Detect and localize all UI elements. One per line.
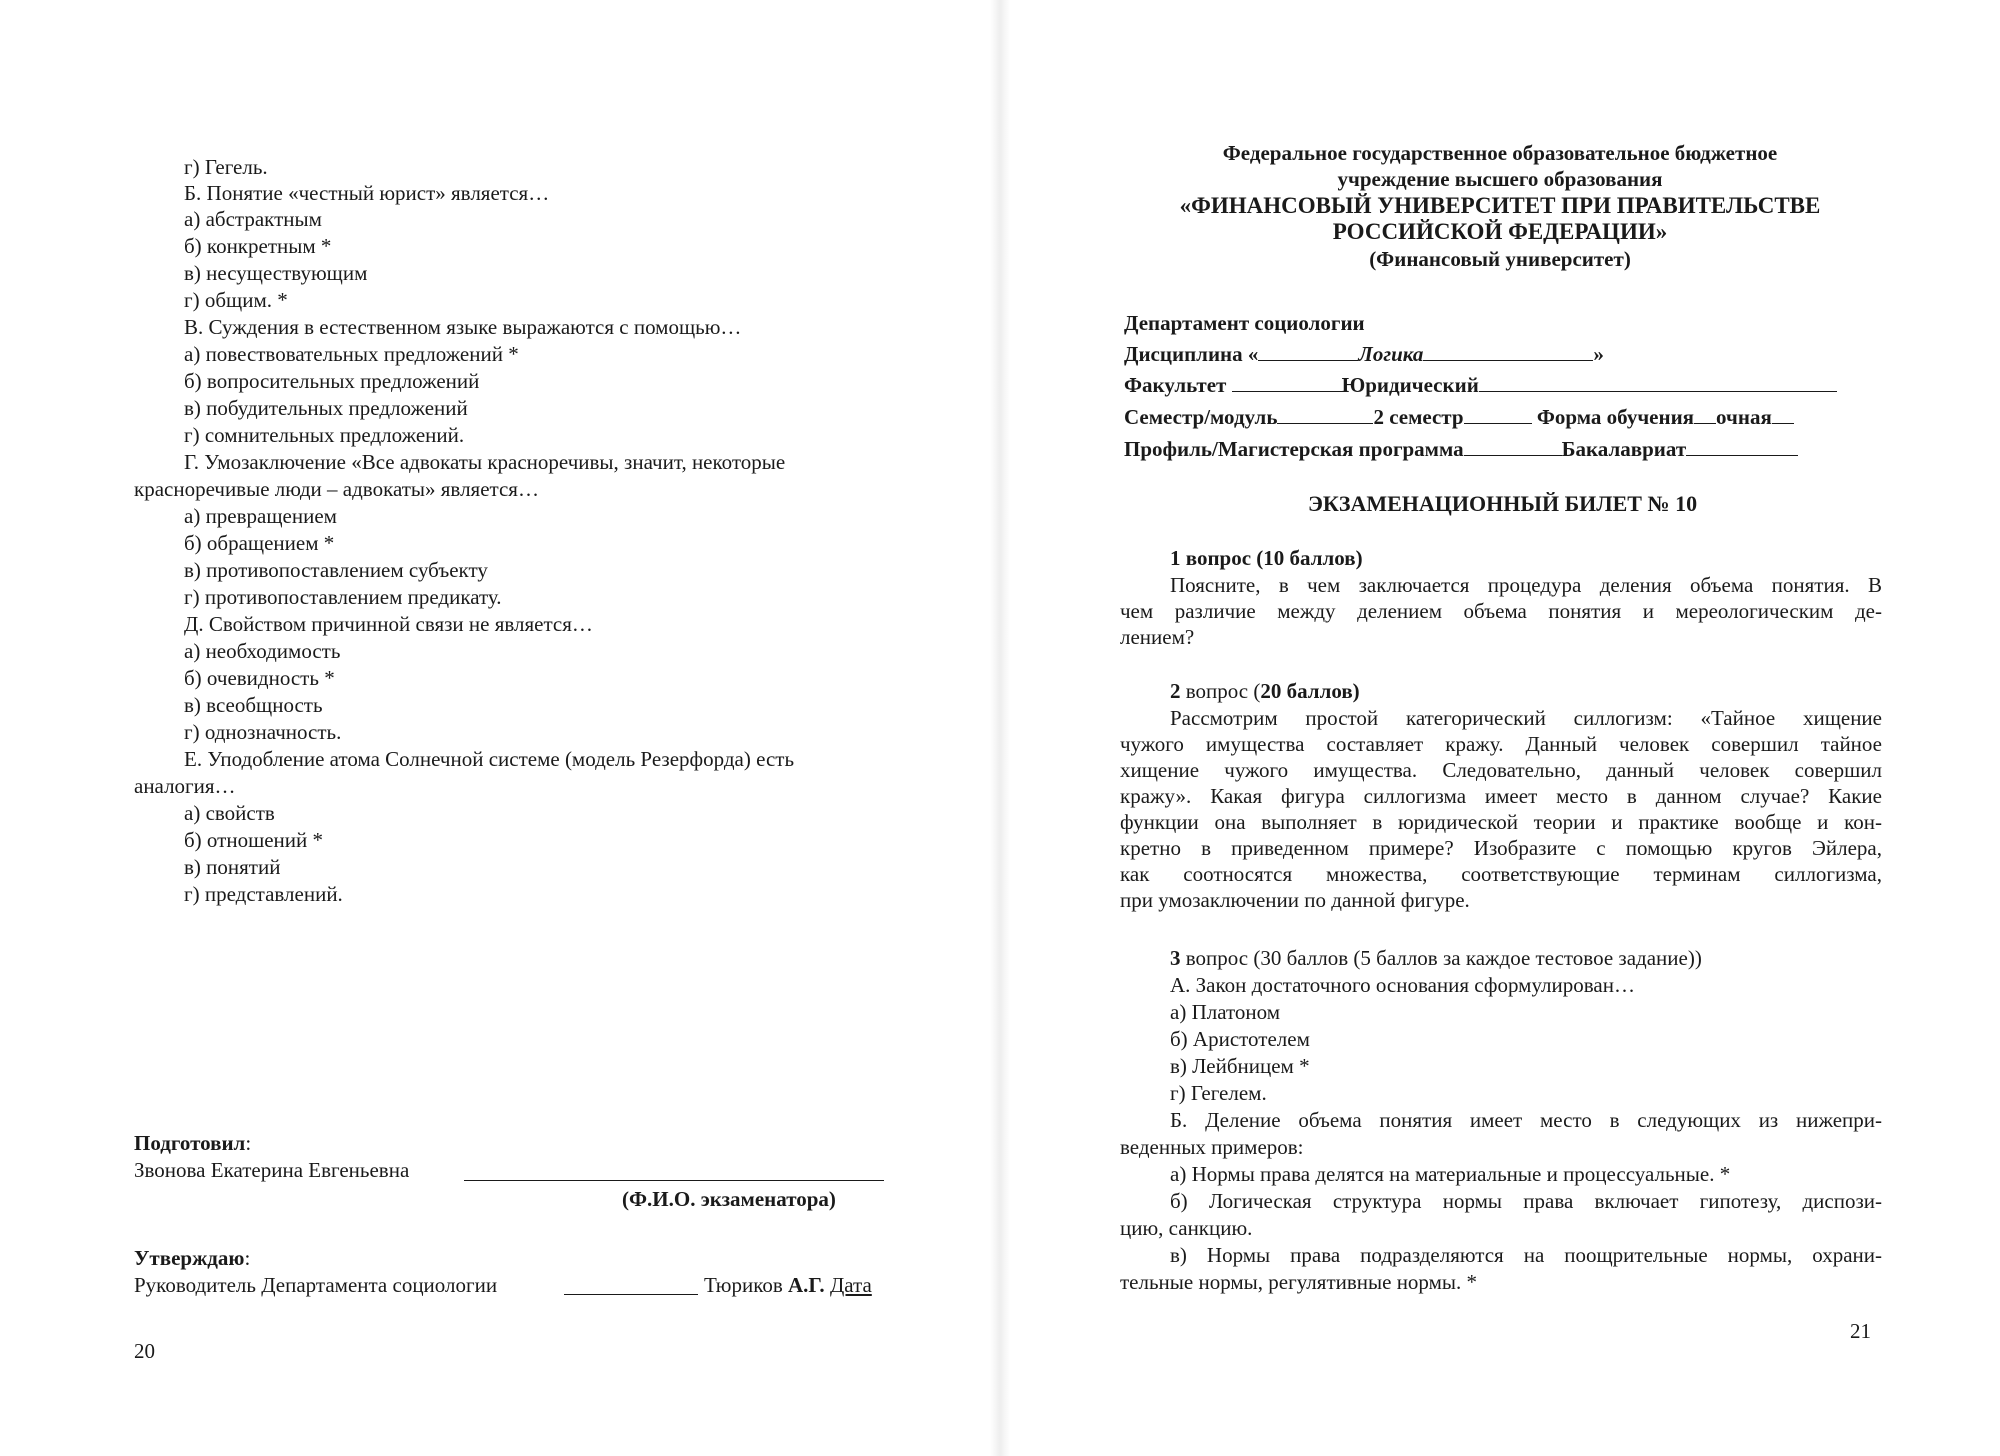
left-line: аналогия…: [134, 774, 236, 798]
q1-line: Поясните, в чем заключается процедура деления объема понятия. В: [1170, 573, 1882, 597]
left-line: г) общим. *: [184, 288, 288, 312]
left-line: а) повествовательных предложений *: [184, 342, 519, 366]
q2-points: 20 баллов): [1260, 679, 1360, 703]
profile-label: Профиль/Магистерская программа: [1124, 437, 1464, 461]
left-line: а) необходимость: [184, 639, 341, 663]
approve-name: Тюриков: [704, 1273, 789, 1297]
right-page: [1000, 0, 2000, 1456]
semester-value: 2 семестр: [1373, 405, 1464, 429]
approve-date: Дата: [829, 1273, 872, 1297]
q1-line: чем различие между делением объема понятия и мереологическим де-: [1120, 599, 1882, 623]
q2-num: 2: [1170, 679, 1181, 703]
q3-title: [1170, 945, 1702, 971]
blank-line: [1277, 405, 1373, 424]
q3-line: в) Лейбницем *: [1170, 1054, 1310, 1078]
q2-line: Рассмотрим простой категорический силлогизм: «Тайное хищение: [1170, 706, 1882, 730]
q3-line: а) Нормы права делятся на материальные и процессуальные. *: [1170, 1162, 1731, 1186]
discipline-close: »: [1593, 342, 1604, 366]
blank-line: [1479, 373, 1837, 392]
left-line: В. Суждения в естественном языке выражаются с помощью…: [184, 315, 742, 339]
profile-row: [1124, 436, 1798, 462]
approve-role: Руководитель Департамента социологии: [134, 1273, 498, 1297]
header-line: учреждение высшего образования: [1337, 167, 1663, 191]
semester-label: Семестр/модуль: [1124, 405, 1278, 429]
discipline-row: [1124, 341, 1604, 367]
blank-line: [1232, 373, 1342, 392]
q3-line: а) Платоном: [1170, 1000, 1281, 1024]
page-number-right: 21: [1850, 1319, 1871, 1343]
discipline-label: Дисциплина «: [1124, 342, 1259, 366]
approve-label-line: [134, 1245, 250, 1271]
left-line: б) отношений *: [184, 828, 324, 852]
prepared-label-line: [134, 1130, 251, 1156]
q3-rest: вопрос (30 баллов (5 баллов за каждое тестовое задание)): [1180, 946, 1702, 970]
examiner-signature-line: [464, 1180, 884, 1181]
left-line: г) противопоставлением предикату.: [184, 585, 502, 609]
q2-line: как соотносятся множества, соответствующие терминам силлогизма,: [1120, 862, 1882, 886]
left-line: Г. Умозаключение «Все адвокаты красноречивы, значит, некоторые: [184, 450, 786, 474]
left-line: б) конкретным *: [184, 234, 332, 258]
left-line: а) абстрактным: [184, 207, 322, 231]
approve-initials: А.Г.: [788, 1273, 825, 1297]
blank-line: [1772, 405, 1794, 424]
faculty-value: Юридический: [1341, 373, 1479, 397]
blank-line: [1258, 342, 1358, 361]
ticket-title: ЭКЗАМЕНАЦИОННЫЙ БИЛЕТ № 10: [1308, 491, 1698, 516]
q3-line: веденных примеров:: [1120, 1135, 1304, 1159]
university-name: «ФИНАНСОВЫЙ УНИВЕРСИТЕТ ПРИ ПРАВИТЕЛЬСТВЕ: [1179, 193, 1821, 218]
prepared-colon: :: [245, 1131, 252, 1155]
q3-line: Б. Деление объема понятия имеет место в следующих из нижепри-: [1170, 1108, 1882, 1132]
prepared-name: Звонова Екатерина Евгеньевна: [134, 1158, 410, 1182]
university-short: (Финансовый университет): [1369, 247, 1631, 271]
header-line: Федеральное государственное образовательное бюджетное: [1222, 141, 1778, 165]
university-name-2: РОССИЙСКОЙ ФЕДЕРАЦИИ»: [1332, 219, 1668, 244]
left-line: в) понятий: [184, 855, 281, 879]
blank-line: [1423, 342, 1593, 361]
q2-line: кражу». Какая фигура силлогизма имеет место в данном случае? Какие: [1120, 784, 1882, 808]
q2-word: вопрос (: [1180, 679, 1261, 703]
q3-line: в) Нормы права подразделяются на поощрительные нормы, охрани-: [1170, 1243, 1882, 1267]
q1-line: лением?: [1120, 625, 1195, 649]
q3-line: г) Гегелем.: [1170, 1081, 1267, 1105]
left-line: в) всеобщность: [184, 693, 323, 717]
form-value: очная: [1716, 405, 1772, 429]
department: Департамент социологии: [1124, 311, 1365, 335]
left-line: б) очевидность *: [184, 666, 335, 690]
q2-line: при умозаключении по данной фигуре.: [1120, 888, 1470, 912]
left-line: в) несуществующим: [184, 261, 368, 285]
q3-line: тельные нормы, регулятивные нормы. *: [1120, 1270, 1478, 1294]
left-line: г) однозначность.: [184, 720, 342, 744]
semester-row: [1124, 404, 1794, 430]
left-line: Е. Уподобление атома Солнечной системе (модель Резерфорда) есть: [184, 747, 795, 771]
q3-line: б) Аристотелем: [1170, 1027, 1310, 1051]
discipline-value: Логика: [1358, 342, 1424, 366]
faculty-label: Факультет: [1124, 373, 1232, 397]
q3-line: б) Логическая структура нормы права включает гипотезу, диспози-: [1170, 1189, 1882, 1213]
left-line: а) превращением: [184, 504, 337, 528]
left-line: б) вопросительных предложений: [184, 369, 480, 393]
examiner-caption: (Ф.И.О. экзаменатора): [622, 1187, 836, 1211]
q3-line: А. Закон достаточного основания сформулирован…: [1170, 973, 1635, 997]
left-line: г) представлений.: [184, 882, 343, 906]
left-line: Б. Понятие «честный юрист» является…: [184, 181, 550, 205]
q2-line: кретно в приведенном примере? Изобразите с помощью кругов Эйлера,: [1120, 836, 1882, 860]
profile-value: Бакалавриат: [1561, 437, 1687, 461]
q1-title: 1 вопрос (10 баллов): [1170, 546, 1363, 570]
approve-signature-line: [564, 1294, 698, 1295]
approve-colon: :: [244, 1246, 251, 1270]
blank-line: [1686, 437, 1798, 456]
left-line: красноречивые люди – адвокаты» является…: [134, 477, 539, 501]
faculty-row: [1124, 372, 1837, 398]
left-line: г) сомнительных предложений.: [184, 423, 465, 447]
left-line: Д. Свойством причинной связи не является…: [184, 612, 593, 636]
page-number-left: 20: [134, 1339, 155, 1363]
q2-line: хищение чужого имущества. Следовательно, данный человек совершил: [1120, 758, 1882, 782]
q3-line: цию, санкцию.: [1120, 1216, 1253, 1240]
left-line: в) противопоставлением субъекту: [184, 558, 488, 582]
approve-label: Утверждаю: [134, 1246, 245, 1270]
left-line: г) Гегель.: [184, 155, 268, 179]
left-line: в) побудительных предложений: [184, 396, 468, 420]
blank-line: [1694, 405, 1716, 424]
form-label: Форма обучения: [1536, 405, 1695, 429]
q3-num: 3: [1170, 946, 1181, 970]
left-line: а) свойств: [184, 801, 275, 825]
blank-line: [1464, 405, 1532, 424]
approve-name-line: [704, 1272, 872, 1298]
left-line: б) обращением *: [184, 531, 335, 555]
blank-line: [1464, 437, 1562, 456]
prepared-label: Подготовил: [134, 1131, 246, 1155]
q2-line: функции она выполняет в юридической теории и практике вообще и кон-: [1120, 810, 1882, 834]
q2-line: чужого имущества составляет кражу. Данный человек совершил тайное: [1120, 732, 1882, 756]
q2-title: [1170, 678, 1360, 704]
